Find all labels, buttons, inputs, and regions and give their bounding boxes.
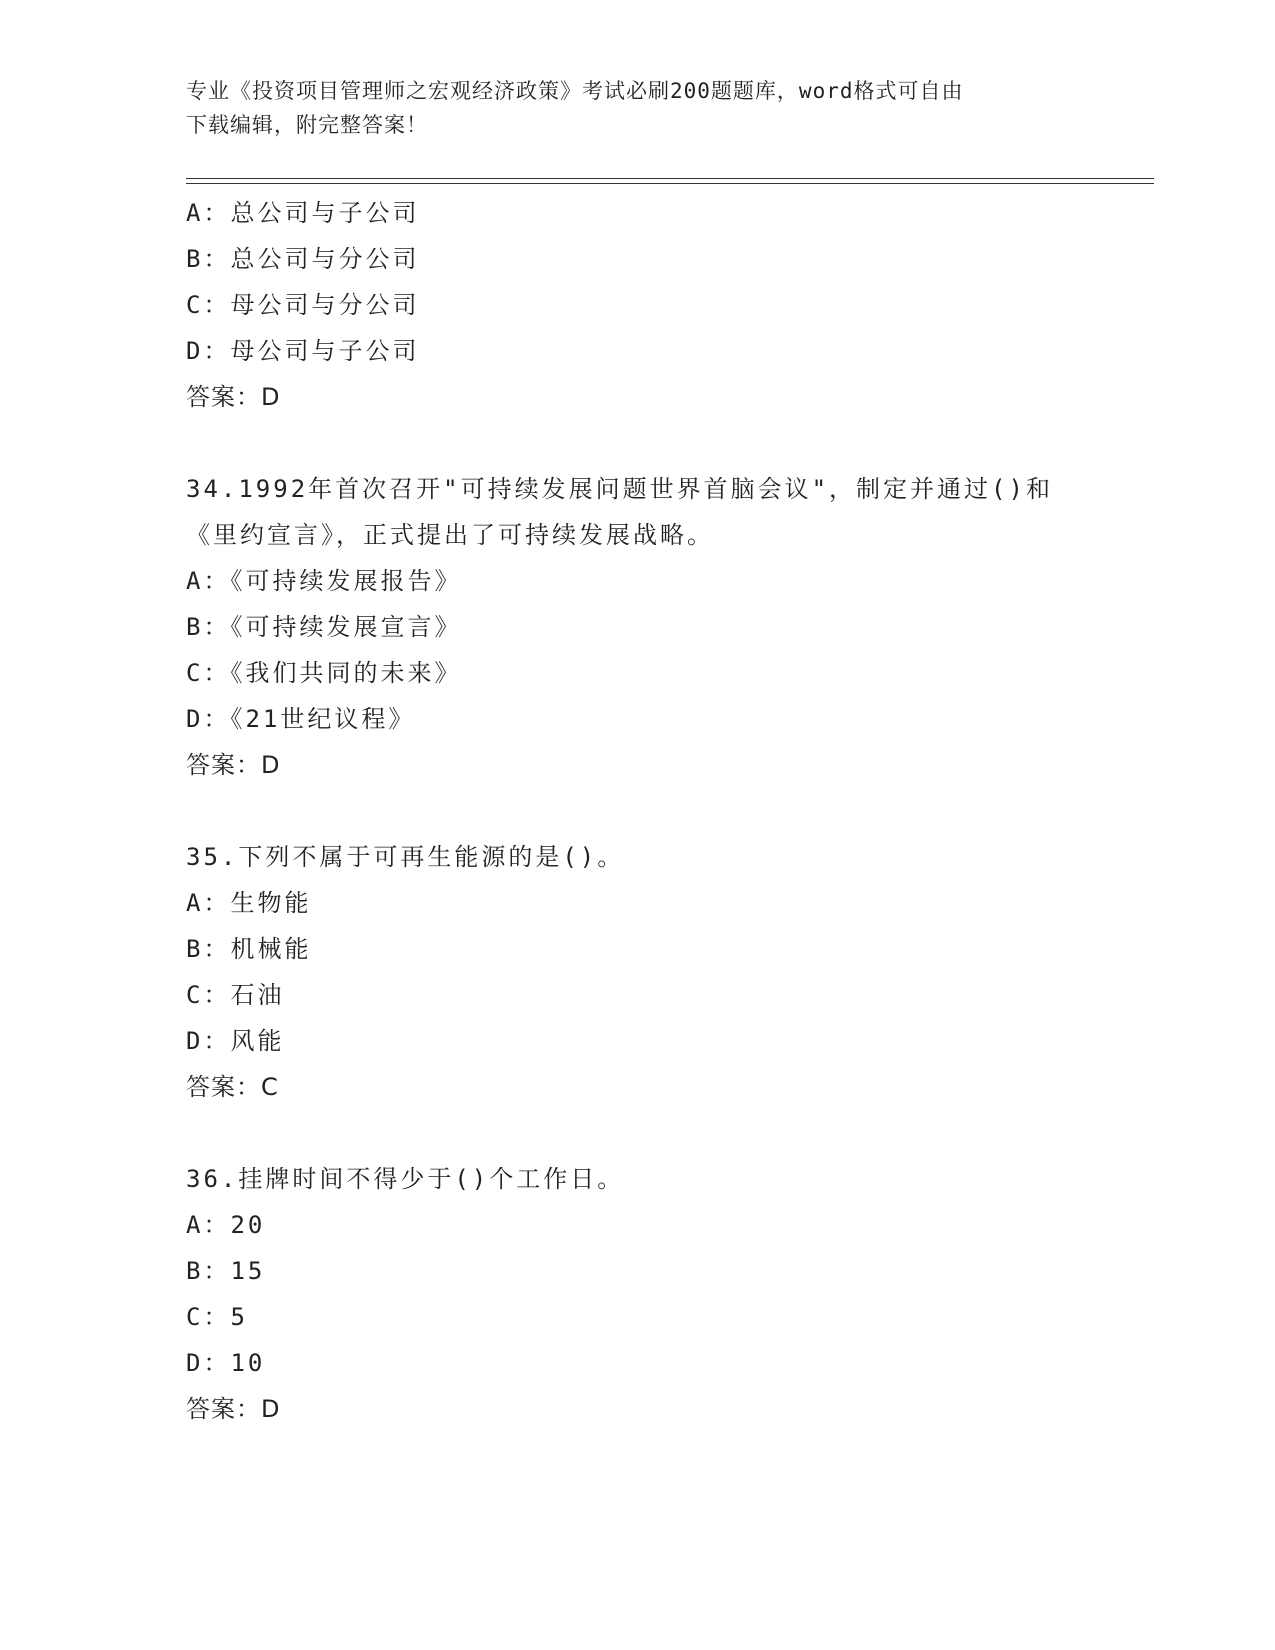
option-d: D：10 (186, 1349, 266, 1377)
option-b: B：总公司与分公司 (186, 245, 420, 273)
answer: 答案：D (186, 1395, 281, 1423)
option-a: A：《可持续发展报告》 (186, 567, 462, 595)
question-33 (186, 190, 1154, 420)
option-d: D：风能 (186, 1027, 285, 1055)
option-b: B：机械能 (186, 935, 312, 963)
header-divider (186, 178, 1154, 184)
option-b: B：15 (186, 1257, 266, 1285)
option-a: A：20 (186, 1211, 266, 1239)
spacer (186, 420, 1154, 466)
option-a: A：生物能 (186, 889, 312, 917)
option-d: D：母公司与子公司 (186, 337, 420, 365)
option-c: C：《我们共同的未来》 (186, 659, 462, 687)
option-c: C：石油 (186, 981, 285, 1009)
spacer (186, 1110, 1154, 1156)
header-line-1: 专业《投资项目管理师之宏观经济政策》考试必刷200题题库，word格式可自由 (186, 79, 964, 103)
question-stem-line-2: 《里约宣言》，正式提出了可持续发展战略。 (186, 521, 714, 549)
option-b: B：《可持续发展宣言》 (186, 613, 462, 641)
question-35 (186, 834, 1154, 1110)
question-stem: 35.下列不属于可再生能源的是()。 (186, 843, 625, 871)
question-stem: 36.挂牌时间不得少于()个工作日。 (186, 1165, 625, 1193)
option-a: A：总公司与子公司 (186, 199, 420, 227)
answer: 答案：C (186, 1073, 279, 1101)
question-stem-line-1: 34.1992年首次召开"可持续发展问题世界首脑会议"，制定并通过()和 (186, 475, 1053, 503)
document-header (186, 74, 1086, 142)
answer: 答案：D (186, 383, 281, 411)
question-list (186, 190, 1154, 1432)
spacer (186, 788, 1154, 834)
option-c: C：母公司与分公司 (186, 291, 420, 319)
option-d: D：《21世纪议程》 (186, 705, 416, 733)
question-36 (186, 1156, 1154, 1432)
header-line-2: 下载编辑，附完整答案！ (186, 113, 428, 137)
option-c: C：5 (186, 1303, 248, 1331)
answer: 答案：D (186, 751, 281, 779)
question-34 (186, 466, 1154, 788)
